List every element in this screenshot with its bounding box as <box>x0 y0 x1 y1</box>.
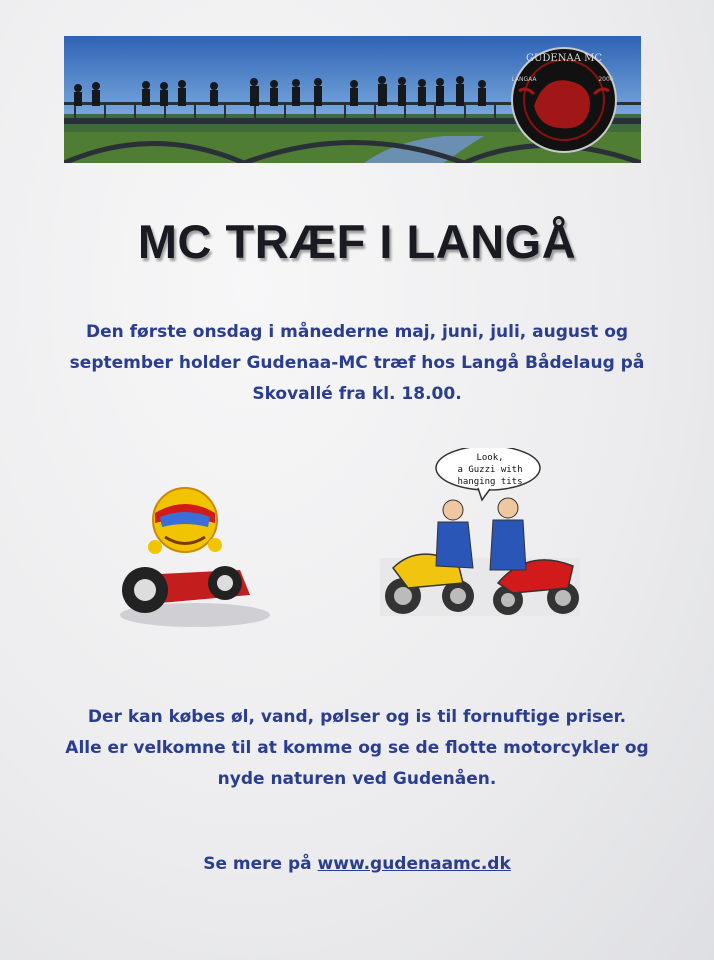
footer-more-info <box>40 849 674 880</box>
closing-line: nyde naturen ved Gudenåen. <box>217 769 497 789</box>
closing-text <box>40 702 674 795</box>
closing-line: Der kan købes øl, vand, pølser og is til fornuftige priser. <box>87 707 627 727</box>
speech-line: hanging tits <box>457 477 523 487</box>
speech-line: a Guzzi with <box>457 465 523 475</box>
footer-prefix: Se mere på <box>203 854 312 874</box>
intro-line: Den første onsdag i månederne maj, juni, juli, august og <box>85 322 629 342</box>
intro-text <box>40 317 674 410</box>
logo-text: GUDENAA MC <box>526 53 602 64</box>
club-logo <box>511 48 616 152</box>
logo-year: 2006 <box>598 76 614 83</box>
page-title: MC TRÆF I LANGÅ <box>137 215 577 268</box>
banner-photo <box>64 36 641 163</box>
intro-line: september holder Gudenaa-MC træf hos Langå Bådelaug på <box>69 353 645 373</box>
speech-line: Look, <box>476 453 504 463</box>
intro-line: Skovallé fra kl. 18.00. <box>252 384 462 404</box>
smiley-biker-illustration <box>100 475 275 635</box>
speech-bubble-text <box>440 452 540 488</box>
logo-place: LANGAA <box>511 76 537 83</box>
closing-line: Alle er velkomne til at komme og se de flotte motorcykler og <box>65 738 649 758</box>
website-link[interactable]: www.gudenaamc.dk <box>317 854 511 874</box>
